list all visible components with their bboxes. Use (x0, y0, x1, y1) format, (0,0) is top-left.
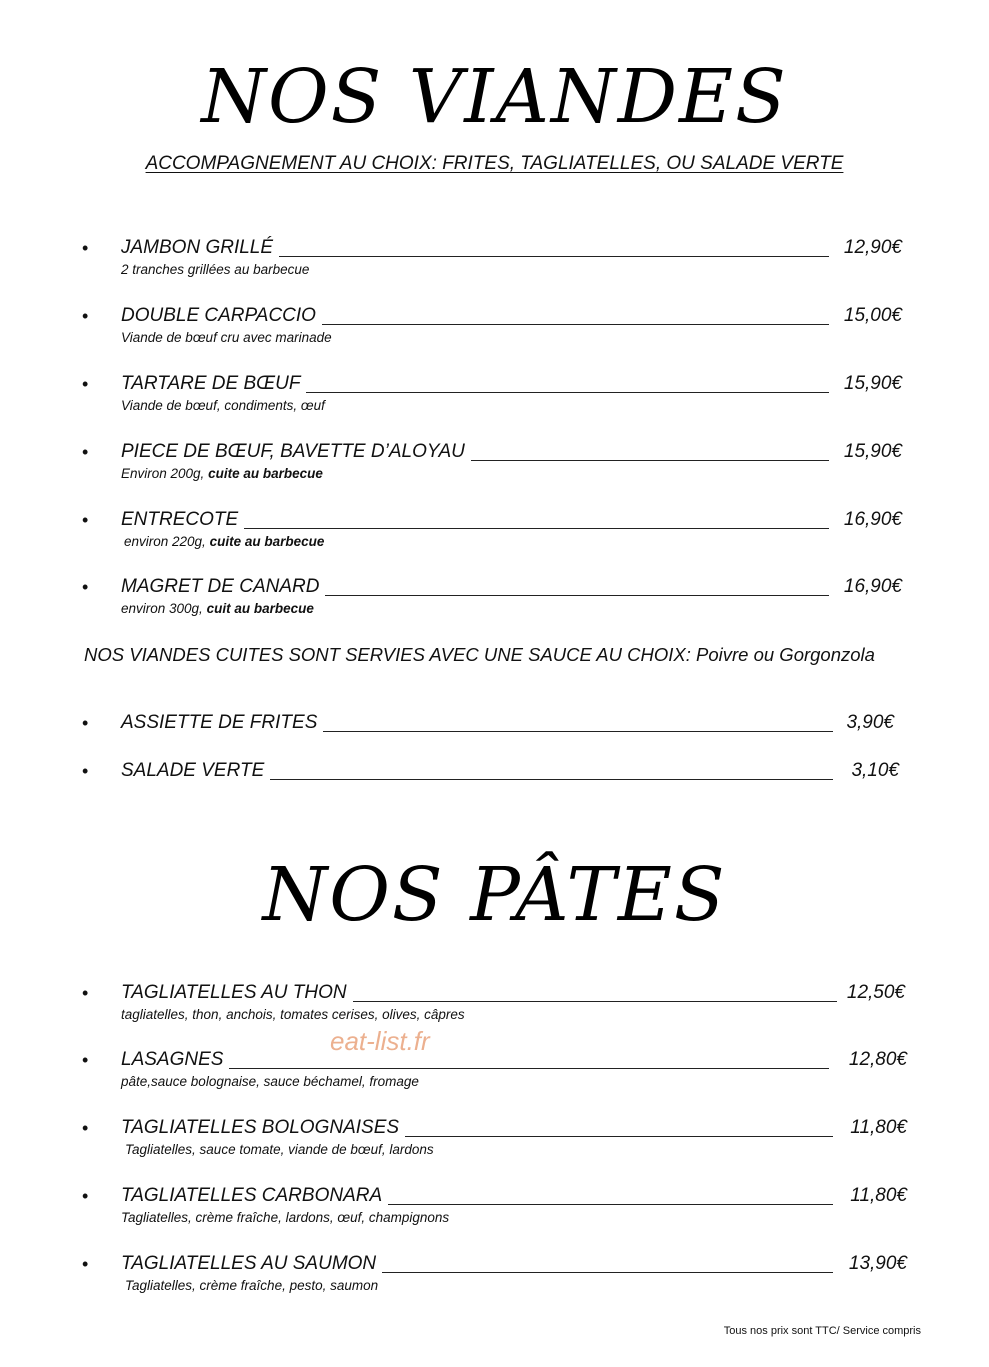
item-price: 12,50€ (846, 982, 905, 1003)
item-price: 15,90€ (843, 373, 902, 394)
item-price: 12,90€ (843, 237, 902, 258)
item-name: SALADE VERTE (121, 759, 270, 783)
bullet: • (82, 238, 89, 258)
item-description: environ 220g, cuite au barbecue (124, 534, 325, 549)
item-name: ENTRECOTE (121, 508, 244, 532)
section-title-viandes: NOS VIANDES (201, 54, 788, 140)
bullet: • (82, 510, 89, 530)
menu-item (0, 981, 989, 1041)
menu-item (0, 1048, 989, 1108)
item-description: pâte,sauce bolognaise, sauce béchamel, fromage (121, 1074, 419, 1089)
sauce-note: NOS VIANDES CUITES SONT SERVIES AVEC UNE SAUCE AU CHOIX: Poivre ou Gorgonzola (84, 644, 875, 665)
item-price: 15,00€ (843, 305, 902, 326)
item-name: ASSIETTE DE FRITES (121, 711, 323, 735)
bullet: • (82, 761, 89, 781)
menu-item (0, 440, 989, 500)
item-name: PIECE DE BŒUF, BAVETTE D’ALOYAU (121, 440, 471, 464)
bullet: • (82, 1186, 89, 1206)
item-name: TAGLIATELLES AU SAUMON (121, 1252, 382, 1276)
item-name: LASAGNES (121, 1048, 229, 1072)
menu-item (0, 1184, 989, 1244)
bullet: • (82, 577, 89, 597)
item-name: DOUBLE CARPACCIO (121, 304, 322, 328)
menu-item (0, 1116, 989, 1176)
menu-item (0, 575, 989, 635)
section-title-pates: NOS PÂTES (262, 852, 727, 938)
item-description: 2 tranches grillées au barbecue (121, 262, 310, 277)
menu-item (0, 304, 989, 364)
item-name: TARTARE DE BŒUF (121, 372, 306, 396)
bullet: • (82, 983, 89, 1003)
watermark: eat-list.fr (330, 1026, 430, 1056)
item-description: Tagliatelles, crème fraîche, lardons, œuf, champignons (121, 1210, 450, 1225)
bullet: • (82, 374, 89, 394)
item-name: JAMBON GRILLÉ (121, 236, 279, 260)
bullet: • (82, 1254, 89, 1274)
item-price: 16,90€ (843, 576, 902, 597)
item-name: TAGLIATELLES AU THON (121, 981, 353, 1005)
bullet: • (82, 1118, 89, 1138)
menu-item (0, 372, 989, 432)
item-name: MAGRET DE CANARD (121, 575, 325, 599)
menu-item (0, 236, 989, 296)
item-price: 11,80€ (850, 1117, 907, 1138)
item-description: Tagliatelles, crème fraîche, pesto, saumon (125, 1278, 379, 1293)
bullet: • (82, 1050, 89, 1070)
accompaniment-subtitle: ACCOMPAGNEMENT AU CHOIX: FRITES, TAGLIATELLES, OU SALADE VERTE (145, 153, 844, 174)
menu-item (0, 1252, 989, 1312)
bullet: • (82, 306, 89, 326)
footer-note: Tous nos prix sont TTC/ Service compris (723, 1325, 921, 1337)
bullet: • (82, 442, 89, 462)
item-price: 16,90€ (843, 509, 902, 530)
item-description: Environ 200g, cuite au barbecue (121, 466, 323, 481)
item-price: 3,90€ (846, 712, 894, 733)
item-price: 11,80€ (850, 1185, 907, 1206)
item-name: TAGLIATELLES CARBONARA (121, 1184, 388, 1208)
item-description: tagliatelles, thon, anchois, tomates cerises, olives, câpres (121, 1007, 465, 1022)
item-price: 3,10€ (851, 760, 899, 781)
item-description: Viande de bœuf cru avec marinade (121, 330, 332, 345)
item-price: 15,90€ (843, 441, 902, 462)
menu-item (0, 508, 989, 568)
item-description: Tagliatelles, sauce tomate, viande de bœuf, lardons (125, 1142, 434, 1157)
item-price: 12,80€ (848, 1049, 907, 1070)
item-price: 13,90€ (848, 1253, 907, 1274)
side-item (0, 711, 989, 741)
side-item (0, 759, 989, 789)
bullet: • (82, 713, 89, 733)
item-description: environ 300g, cuit au barbecue (121, 601, 314, 616)
item-name: TAGLIATELLES BOLOGNAISES (121, 1116, 405, 1140)
item-description: Viande de bœuf, condiments, œuf (121, 398, 325, 413)
